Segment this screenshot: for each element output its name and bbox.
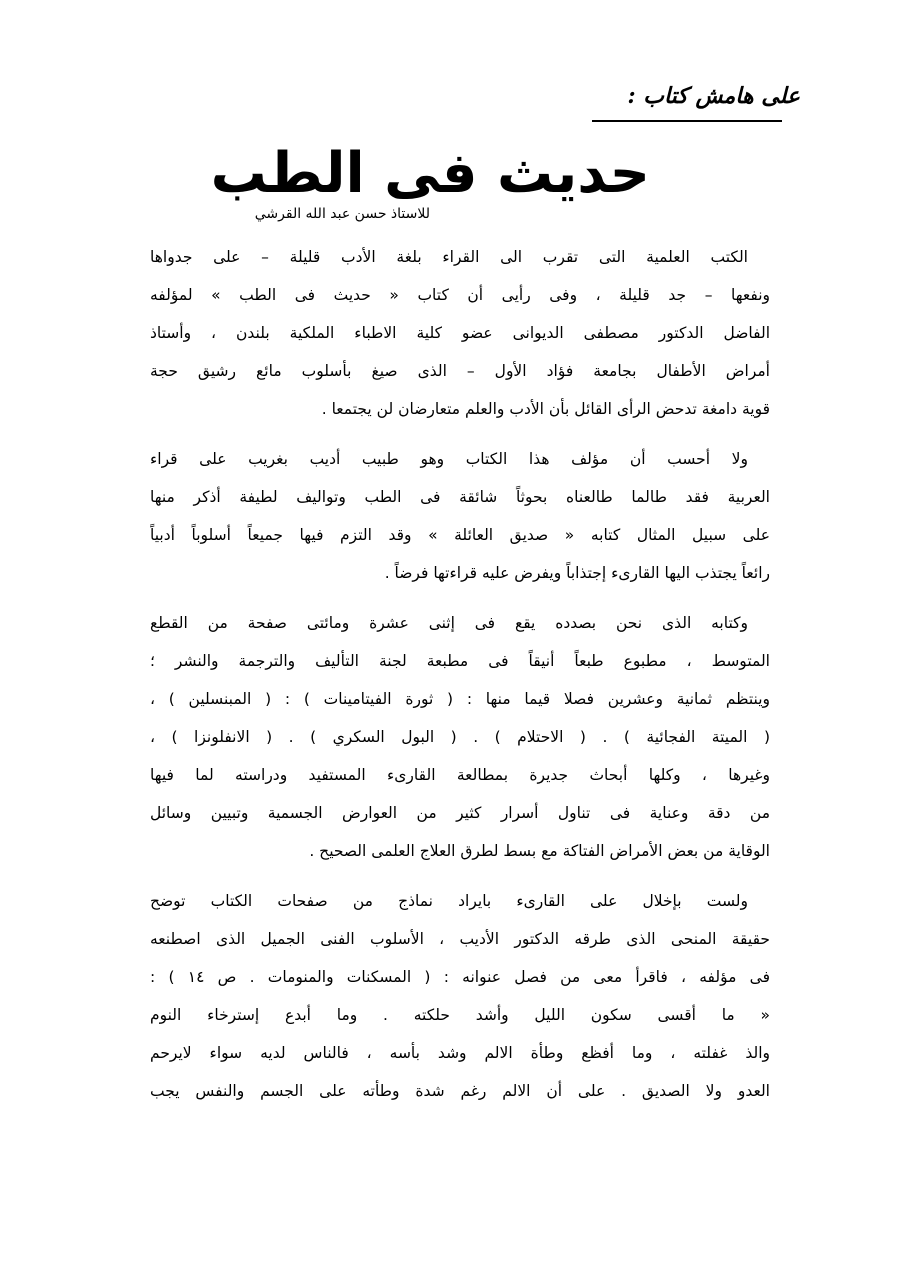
text-line: على سبيل المثال كتابه « صديق العائلة » وقد التزم فيها جميعاً أسلوباً أدبياً [150, 526, 770, 544]
text-line: ولست بإخلال على القارىء بايراد نماذج من صفحات الكتاب توضح [150, 892, 748, 910]
text-line: العربية فقد طالما طالعناه بحوثاً شائقة فى الطب وتواليف لطيفة أذكر منها [150, 488, 770, 506]
text-line: من دقة وعناية فى تناول أسرار كثير من العوارض الجسمية وتبيين وسائل [150, 804, 770, 822]
text-line: فى مؤلفه ، فاقرأ معى من فصل عنوانه : ( المسكنات والمنومات . ص ١٤ ) : [150, 968, 770, 986]
text-line: الوقاية من بعض الأمراض الفتاكة مع بسط لطرق العلاج العلمى الصحيح . [309, 842, 770, 860]
paragraph-gap [150, 870, 770, 882]
section-label: على هامش كتاب : [627, 83, 800, 109]
text-line: وغيرها ، وكلها أبحاث جديرة بمطالعة القارىء المستفيد ودراسته لما فيها [150, 766, 770, 784]
text-line: ( الميتة الفجائية ) . ( الاحتلام ) . ( البول السكري ) . ( الانفلونزا ) ، [150, 728, 770, 746]
text-line: قوية دامغة تدحض الرأى القائل بأن الأدب والعلم متعارضان لن يجتمعا . [321, 400, 770, 418]
text-line: ونفعها – جد قليلة ، وفى رأيى أن كتاب « حديث فى الطب » لمؤلفه [150, 286, 770, 304]
paragraph-gap [150, 592, 770, 604]
text-line: رائعاً يجتذب اليها القارىء إجتذاباً ويفرض عليه قراءتها فرضاً . [384, 564, 770, 582]
article-title: حديث فى الطب [210, 141, 650, 206]
text-line: وينتظم ثمانية وعشرين فصلا قيما منها : ( ثورة الفيتامينات ) : ( المبنسلين ) ، [150, 690, 770, 708]
text-line: وكتابه الذى نحن بصدده يقع فى إثنى عشرة ومائتى صفحة من القطع [150, 614, 748, 632]
paragraph-gap [150, 428, 770, 440]
article-author: للاستاذ حسن عبد الله القرشي [254, 206, 430, 222]
text-line: حقيقة المنحى الذى طرقه الدكتور الأديب ، الأسلوب الفنى الجميل الذى اصطنعه [150, 930, 770, 948]
text-line: أمراض الأطفال بجامعة فؤاد الأول – الذى صيغ بأسلوب مائع رشيق حجة [150, 362, 770, 380]
text-line: والذ غفلته ، وما أفظع وطأة الالم وشد بأسه ، فالناس لديه سواء لايرحم [150, 1044, 770, 1062]
text-line: « ما أقسى سكون الليل وأشد حلكته . وما أبدع إسترخاء النوم [150, 1006, 770, 1024]
text-line: الكتب العلمية التى تقرب الى القراء بلغة الأدب قليلة – على جدواها [150, 248, 748, 266]
section-label-underline [592, 120, 782, 122]
text-line: الفاضل الدكتور مصطفى الديوانى عضو كلية الاطباء الملكية بلندن ، وأستاذ [150, 324, 770, 342]
text-line: المتوسط ، مطبوع طبعاً أنيقاً فى مطبعة لجنة التأليف والترجمة والنشر ؛ [150, 652, 770, 670]
text-line: العدو ولا الصديق . على أن الالم رغم شدة وطأته على الجسم والنفس يجب [150, 1082, 770, 1100]
article-body [150, 238, 770, 1238]
text-line: ولا أحسب أن مؤلف هذا الكتاب وهو طبيب أديب بغريب على قراء [150, 450, 748, 468]
